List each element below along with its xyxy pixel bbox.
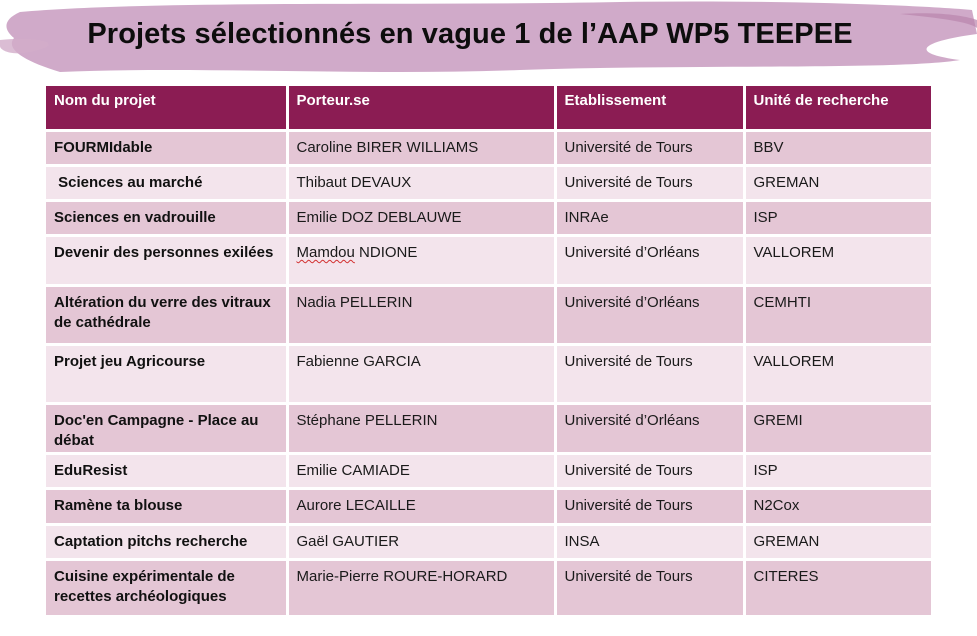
project-name: Sciences en vadrouille: [46, 201, 287, 236]
leader-last-name: PELLERIN: [364, 412, 438, 429]
research-unit: BBV: [744, 131, 931, 166]
research-unit: N2Cox: [744, 489, 931, 525]
project-leader: [287, 454, 555, 489]
project-name: Devenir des personnes exilées: [46, 236, 287, 286]
projects-table: [46, 86, 931, 618]
project-leader: [287, 525, 555, 560]
leader-first-name: Emilie: [296, 462, 338, 479]
table-row: [46, 286, 931, 345]
project-leader: [287, 560, 555, 617]
table-row: [46, 131, 931, 166]
leader-first-name: Emilie: [296, 209, 338, 226]
research-unit: GREMAN: [744, 525, 931, 560]
research-unit: VALLOREM: [744, 345, 931, 404]
institution: INSA: [555, 525, 744, 560]
project-name: Projet jeu Agricourse: [46, 345, 287, 404]
project-name: Doc'en Campagne - Place au débat: [46, 404, 287, 454]
leader-last-name: ROURE-HORARD: [383, 568, 508, 585]
leader-first-name: Caroline: [296, 139, 353, 156]
institution: Université de Tours: [555, 489, 744, 525]
leader-last-name: NDIONE: [359, 244, 418, 261]
leader-first-name: Nadia: [296, 294, 336, 311]
research-unit: VALLOREM: [744, 236, 931, 286]
table-row: [46, 345, 931, 404]
institution: Université d’Orléans: [555, 286, 744, 345]
table-row: [46, 201, 931, 236]
institution: Université de Tours: [555, 166, 744, 201]
project-leader: [287, 345, 555, 404]
project-leader: [287, 166, 555, 201]
research-unit: ISP: [744, 201, 931, 236]
project-leader: [287, 489, 555, 525]
institution: Université d’Orléans: [555, 404, 744, 454]
leader-last-name: PELLERIN: [339, 294, 413, 311]
column-header-institution: Etablissement: [555, 86, 744, 131]
research-unit: ISP: [744, 454, 931, 489]
leader-last-name: DOZ DEBLAUWE: [341, 209, 462, 226]
leader-first-name: Mamdou: [296, 244, 355, 261]
table-row: [46, 525, 931, 560]
table-row: [46, 489, 931, 525]
leader-first-name: Stéphane: [296, 412, 361, 429]
project-name: EduResist: [46, 454, 287, 489]
project-leader: [287, 131, 555, 166]
leader-last-name: DEVAUX: [350, 174, 412, 191]
institution: Université de Tours: [555, 560, 744, 617]
institution: Université de Tours: [555, 345, 744, 404]
project-leader: [287, 404, 555, 454]
project-name: Sciences au marché: [46, 166, 287, 201]
research-unit: GREMAN: [744, 166, 931, 201]
institution: Université d’Orléans: [555, 236, 744, 286]
leader-first-name: Fabienne: [296, 353, 360, 370]
leader-last-name: GAUTIER: [332, 533, 400, 550]
research-unit: GREMI: [744, 404, 931, 454]
column-header-project: Nom du projet: [46, 86, 287, 131]
institution: Université de Tours: [555, 131, 744, 166]
leader-last-name: GARCIA: [363, 353, 421, 370]
table-header-row: [46, 86, 931, 131]
leader-last-name: LECAILLE: [345, 497, 416, 514]
column-header-leader: Porteur.se: [287, 86, 555, 131]
project-leader: [287, 286, 555, 345]
table-row: [46, 560, 931, 617]
research-unit: CITERES: [744, 560, 931, 617]
page-title: Projets sélectionnés en vague 1 de l’AAP WP5 TEEPEE: [87, 18, 853, 50]
project-name: FOURMIdable: [46, 131, 287, 166]
leader-first-name: Thibaut: [296, 174, 347, 191]
table-row: [46, 166, 931, 201]
table-row: [46, 454, 931, 489]
leader-first-name: Aurore: [296, 497, 342, 514]
table-row: [46, 404, 931, 454]
table-row: [46, 236, 931, 286]
leader-first-name: Marie-Pierre: [296, 568, 380, 585]
project-name: Captation pitchs recherche: [46, 525, 287, 560]
column-header-unit: Unité de recherche: [744, 86, 931, 131]
project-leader: [287, 236, 555, 286]
institution: Université de Tours: [555, 454, 744, 489]
research-unit: CEMHTI: [744, 286, 931, 345]
institution: INRAe: [555, 201, 744, 236]
project-name: Altération du verre des vitraux de cathédrale: [46, 286, 287, 345]
leader-last-name: BIRER WILLIAMS: [356, 139, 479, 156]
leader-last-name: CAMIADE: [341, 462, 410, 479]
project-leader: [287, 201, 555, 236]
project-name: Cuisine expérimentale de recettes archéologiques: [46, 560, 287, 617]
leader-first-name: Gaël: [296, 533, 329, 550]
project-name: Ramène ta blouse: [46, 489, 287, 525]
